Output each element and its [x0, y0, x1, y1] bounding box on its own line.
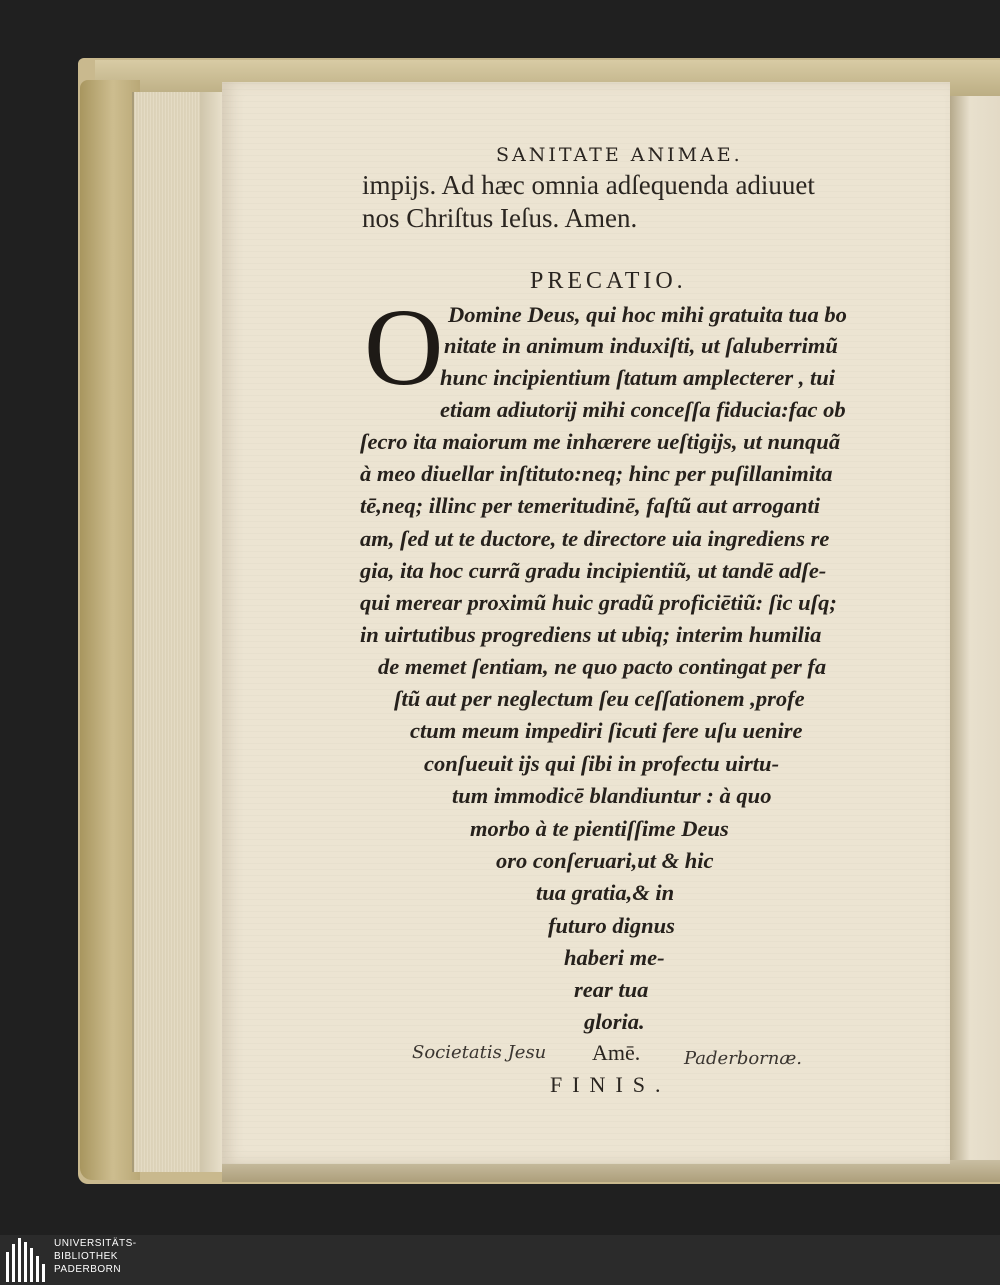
library-name-line-1: UNIVERSITÄTS-	[54, 1238, 137, 1249]
initial-letter: O	[364, 286, 444, 408]
library-banner	[0, 1235, 1000, 1285]
closing-line-1: impijs. Ad hæc omnia adſequenda adiuuet	[362, 170, 815, 200]
prayer-line: morbo à te pientiſſime Deus	[470, 816, 729, 841]
prayer-amen: Amē.	[592, 1040, 641, 1065]
prayer-line: futuro dignus	[548, 913, 675, 938]
prayer-line: gia, ita hoc currã gradu incipientiũ, ut tandē adſe-	[360, 558, 827, 583]
running-head: SANITATE ANIMAE.	[496, 144, 743, 166]
library-name-line-3: PADERBORN	[54, 1264, 122, 1275]
prayer-line: ſtũ aut per neglectum ſeu ceſſationem ,profe	[394, 686, 805, 711]
prayer-line: in uirtutibus progrediens ut ubiq; interim humilia	[360, 622, 822, 647]
library-logo-icon	[4, 1238, 48, 1282]
prayer-line: tē,neq; illinc per temeritudinē, faſtũ aut arroganti	[360, 493, 821, 518]
facing-page-edge	[950, 96, 1000, 1166]
prayer-line: de memet ſentiam, ne quo pacto contingat per fa	[378, 654, 827, 679]
prayer-line: tua gratia,& in	[536, 880, 675, 905]
prayer-line: etiam adiutorij mihi conceſſa fiducia:fac ob	[440, 397, 846, 422]
prayer-line: am, ſed ut te ductore, te directore uia ingrediens re	[360, 526, 830, 551]
prayer-title: PRECATIO.	[530, 268, 687, 294]
prayer-line: rear tua	[574, 977, 649, 1002]
prayer-line: haberi me-	[564, 945, 665, 970]
prayer-line: qui merear proximũ huic gradũ proficiētiũ: ſic uſq;	[360, 590, 837, 615]
prayer-line: ſecro ita maiorum me inhærere ueſtigijs, ut nunquã	[360, 429, 841, 454]
handwritten-place-note: Paderbornæ.	[684, 1048, 803, 1069]
prayer-line: conſueuit ijs qui ſibi in profectu uirtu-	[424, 751, 780, 776]
prayer-line: à meo diuellar inſtituto:neq; hinc per puſillanimita	[360, 461, 833, 486]
prayer-line: oro conſeruari,ut & hic	[496, 848, 714, 873]
handwritten-ownership-note: Societatis Jesu	[412, 1042, 547, 1063]
prayer-line: hunc incipientium ſtatum amplecterer , tui	[440, 365, 836, 390]
closing-line-2: nos Chriſtus Ieſus. Amen.	[362, 203, 638, 233]
prayer-line: gloria.	[584, 1009, 645, 1034]
prayer-line: nitate in animum induxiſti, ut ſaluberrimũ	[444, 333, 838, 358]
finis: FINIS.	[550, 1072, 671, 1097]
book-spine-edge	[80, 80, 140, 1180]
library-name-line-2: BIBLIOTHEK	[54, 1251, 118, 1262]
prayer-line: Domine Deus, qui hoc mihi gratuita tua bo	[448, 302, 847, 327]
prayer-line: ctum meum impediri ſicuti fere uſu uenire	[410, 718, 803, 743]
prayer-line: tum immodicē blandiuntur : à quo	[452, 783, 772, 808]
